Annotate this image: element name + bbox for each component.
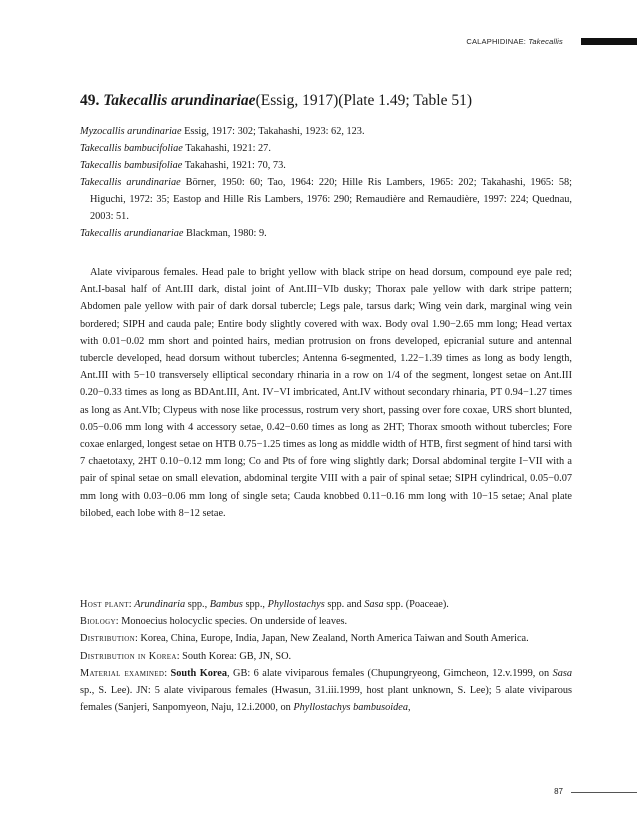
page-footer bbox=[0, 786, 637, 798]
biology-section bbox=[80, 613, 572, 630]
material-section: Material examined: South Korea, GB: 6 alate viviparous females (Chupungryeong, Gimcheon, 12.v.1999, on Sasa sp., S. Lee). JN: 5 alate viviparous females (Hwasun, 31.iii.1999, host plant unknown, S. Lee); 5 alate viviparous females (Sanjeri, Sanpomyeon, Naju, 12.i.2000, on Phyllostachys bambusoidea, bbox=[80, 667, 573, 714]
synonym-entry bbox=[80, 225, 572, 242]
running-header bbox=[0, 36, 637, 48]
host-text: spp., bbox=[185, 599, 210, 610]
host-text: spp. (Poaceae). bbox=[383, 599, 449, 610]
running-header-text bbox=[466, 36, 563, 48]
material-text: , bbox=[408, 702, 411, 714]
synonym-entry bbox=[80, 174, 572, 225]
host-genus: Sasa bbox=[364, 599, 384, 610]
host-text: spp., bbox=[242, 599, 268, 610]
synonym-refs: Essig, 1917: 302; Takahashi, 1923: 62, 123. bbox=[181, 126, 365, 137]
distribution-korea-label: Distribution in Korea bbox=[80, 650, 177, 662]
host-genus: Arundinaria bbox=[134, 599, 186, 610]
host-text: spp. and bbox=[324, 599, 365, 610]
species-title bbox=[80, 91, 580, 111]
synonym-refs: Blackman, 1980: 9. bbox=[183, 228, 267, 239]
biology-text: : Monoecius holocyclic species. On underside of leaves. bbox=[115, 616, 348, 628]
host-plant-label: Host plant bbox=[80, 599, 129, 610]
material-genus: Phyllostachys bambusoidea bbox=[293, 702, 409, 714]
header-family: CALAPHIDINAE: bbox=[466, 37, 529, 46]
distribution-korea-text: : South Korea: GB, JN, SO. bbox=[176, 650, 292, 662]
synonym-refs: Takahashi, 1921: 70, 73. bbox=[182, 160, 286, 171]
species-name: Takecallis arundinariae bbox=[103, 92, 256, 109]
material-text: , GB: 6 alate viviparous females (Chupungryeong, Gimcheon, 12.v.1999, on bbox=[227, 667, 553, 679]
synonym-refs: Börner, 1950: 60; Tao, 1964: 220; Hille Ris Lambers, 1965: 202; Takahashi, 1965: 58; Higuchi, 1972: 35; Eastop and Hille Ris Lambers, 1976: 290; Remaudière and Remaudière, 1997: 224; Quednau, 2003: 51. bbox=[90, 177, 572, 222]
header-genus: Takecallis bbox=[528, 37, 563, 46]
material-country: South Korea bbox=[170, 667, 228, 679]
host-genus: Bambus bbox=[209, 599, 243, 610]
host-genus: Phyllostachys bbox=[267, 599, 325, 610]
material-genus: Sasa bbox=[552, 667, 573, 679]
synonym-name: Takecallis arundinariae bbox=[80, 177, 181, 188]
species-refs: (Plate 1.49; Table 51) bbox=[338, 92, 473, 109]
biology-label: Biology bbox=[80, 616, 116, 628]
species-authority: (Essig, 1917) bbox=[255, 92, 339, 109]
synonym-entry bbox=[80, 157, 572, 174]
host-plant-section: Host plant: Arundinaria spp., Bambus spp., Phyllostachys spp. and Sasa spp. (Poaceae). bbox=[80, 599, 449, 610]
distribution-section bbox=[80, 630, 572, 647]
synonymy-list bbox=[80, 123, 572, 242]
description-paragraph: Alate viviparous females. Head pale to bright yellow with black stripe on head dorsum, compound eye pale red; Ant.I-basal half of Ant.III dark, distal joint of Ant.III−VIb dusky; Thorax pale yellow with dark stripe pattern; Abdomen pale yellow with pair of dark dorsal tubercle; Legs pale, tarsus dark; Wing vein dark, marginal wing vein bordered; SIPH and cauda pale; Entire body slightly covered with wax. Body oval 1.90−2.65 mm long; Head vertax with 0.01−0.02 mm short and pointed hairs, median protrusion on frons developed, epicranial suture and antennal tubercle developed, head dorsum without tubercles; Antenna 6-segmented, 1.22−1.39 times as long as body length, Ant.III with 5−10 transversely elliptical secondary rhinaria in a row on 1/4 of the segment, longest setae on Ant.III 0.20−0.33 times as long as BDAnt.III, Ant. IV−VI imbricated, Ant.IV without secondary rhinaria, PT 0.94−1.27 times as long as Ant.VIb; Clypeus with nose like processus, rostrum very short, passing over fore coxae, URS short blunted, 0.05−0.06 mm long with 4 accessory setae, 0.42−0.60 times as long as 2HT; Thorax smooth without tubercles; Fore coxae enlarged, longest setae on HTB 0.75−1.25 times as long as middle width of HTB, first segment of hind tarsi with 7 chaetotaxy, 2HT 0.10−0.12 mm long; Co and Pts of fore wing slightly dark; Dorsal abdominal tergite I−VII with a pair of spinal setae on small elevation, abdominal tergite VIII with a pair of spinal setae; SIPH cylindrical, 0.05−0.07 mm long with 0.03−0.06 mm long of single seta; Cauda knobbed 0.11−0.16 mm long with 10−15 setae; Anal plate bilobed, each lobe with 8−12 setae. bbox=[80, 267, 572, 519]
synonym-name: Myzocallis arundinariae bbox=[80, 126, 182, 137]
material-text: sp., S. Lee). JN: 5 alate viviparous females (Hwasun, 31.iii.1999, host plant unknown, S. Lee); 5 alate viviparous females (Sanjeri, Sanpomyeon, Naju, 12.i.2000, on bbox=[80, 685, 572, 714]
distribution-korea-section bbox=[80, 648, 572, 665]
synonym-name: Takecallis bambusifoliae bbox=[80, 160, 183, 171]
header-black-bar bbox=[581, 38, 637, 45]
distribution-text: : Korea, China, Europe, India, Japan, New Zealand, North America Taiwan and South America. bbox=[134, 633, 529, 645]
synonym-name: Takecallis arundianariae bbox=[80, 228, 184, 239]
page-number: 87 bbox=[554, 787, 563, 796]
species-sections bbox=[80, 596, 572, 716]
synonym-name: Takecallis bambucifoliae bbox=[80, 143, 183, 154]
material-label: Material examined bbox=[80, 667, 165, 679]
synonym-entry bbox=[80, 123, 572, 140]
synonym-entry bbox=[80, 140, 572, 157]
footer-rule bbox=[571, 792, 637, 793]
distribution-label: Distribution bbox=[80, 633, 135, 645]
synonym-refs: Takahashi, 1921: 27. bbox=[182, 143, 271, 154]
species-number: 49. bbox=[80, 92, 100, 109]
